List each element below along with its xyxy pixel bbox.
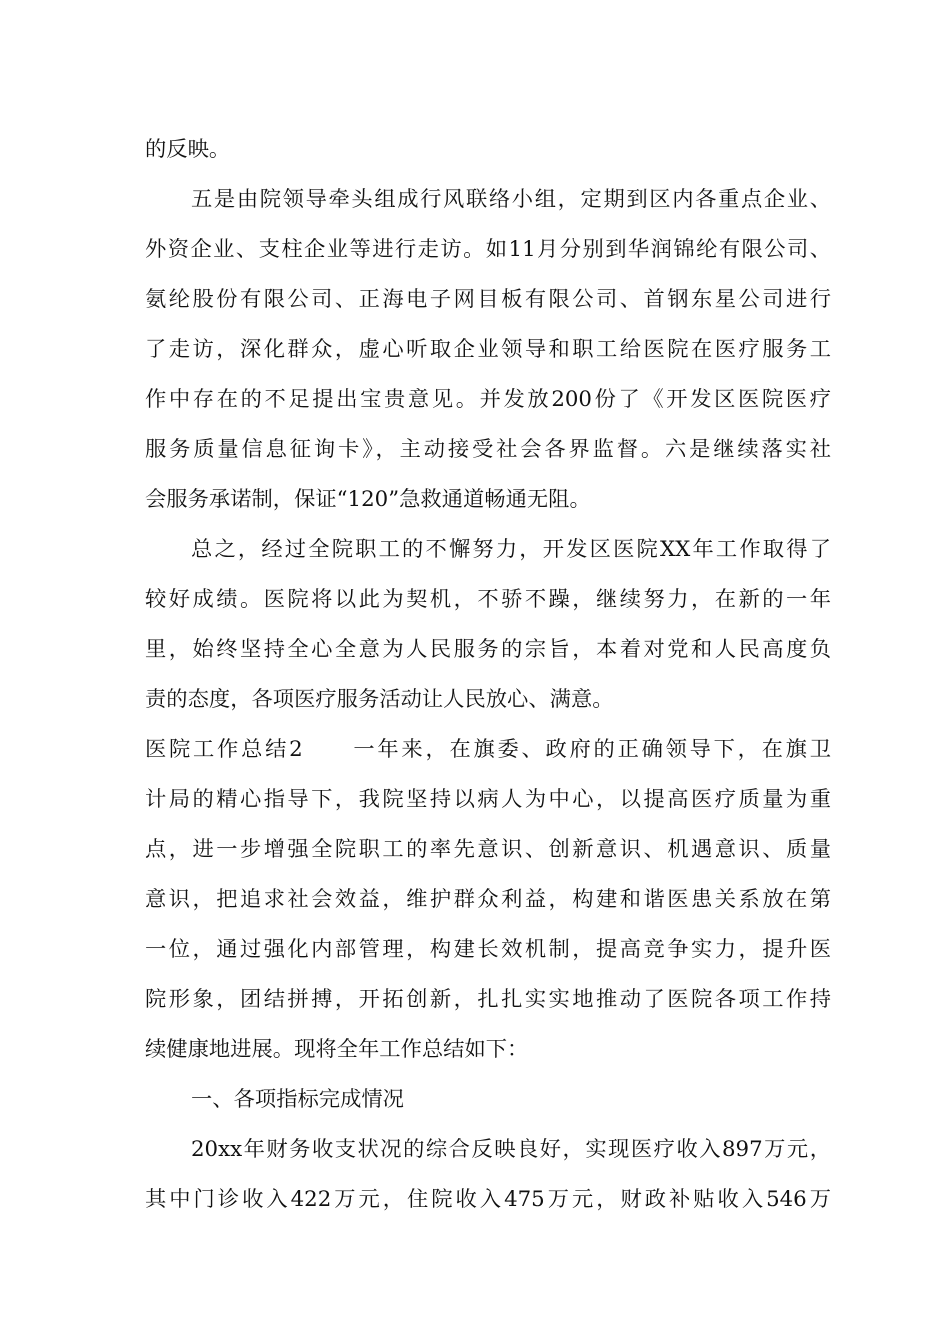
text-line: 里，始终坚持全心全意为人民服务的宗旨，本着对党和人民高度负 xyxy=(145,637,831,662)
text-line: 其中门诊收入422万元，住院收入475万元，财政补贴收入546万 xyxy=(145,1187,831,1212)
text-line: 服务质量信息征询卡》，主动接受社会各界监督。六是继续落实社 xyxy=(145,437,831,462)
text-line: 续健康地进展。现将全年工作总结如下： xyxy=(145,1037,529,1062)
text-line: 院形象，团结拼搏，开拓创新，扎扎实实地推动了医院各项工作持 xyxy=(145,987,831,1012)
text-line: 意识，把追求社会效益，维护群众利益，构建和谐医患关系放在第 xyxy=(145,887,831,912)
text-line: 氨纶股份有限公司、正海电子网目板有限公司、首钢东星公司进行 xyxy=(145,287,831,312)
text-line: 较好成绩。医院将以此为契机，不骄不躁，继续努力，在新的一年 xyxy=(145,587,831,612)
text-line: 一位，通过强化内部管理，构建长效机制，提高竞争实力，提升医 xyxy=(145,937,831,962)
text-line: 作中存在的不足提出宝贵意见。并发放200份了《开发区医院医疗 xyxy=(145,387,831,412)
text-line: 点，进一步增强全院职工的率先意识、创新意识、机遇意识、质量 xyxy=(145,837,831,862)
text-line: 的反映。 xyxy=(145,137,231,162)
text-line: 20xx年财务收支状况的综合反映良好，实现医疗收入897万元， xyxy=(191,1137,831,1162)
text-line: 计局的精心指导下，我院坚持以病人为中心，以提高医疗质量为重 xyxy=(145,787,831,812)
text-line: 了走访，深化群众，虚心听取企业领导和职工给医院在医疗服务工 xyxy=(145,337,831,362)
text-line: 医院工作总结2 一年来，在旗委、政府的正确领导下，在旗卫 xyxy=(145,737,831,762)
text-line: 会服务承诺制，保证“120”急救通道畅通无阻。 xyxy=(145,487,591,512)
text-line: 一、各项指标完成情况 xyxy=(191,1087,404,1112)
text-line: 外资企业、支柱企业等进行走访。如11月分别到华润锦纶有限公司、 xyxy=(145,237,831,262)
text-line: 五是由院领导牵头组成行风联络小组，定期到区内各重点企业、 xyxy=(191,187,831,212)
document-body xyxy=(145,125,831,1225)
text-line: 总之，经过全院职工的不懈努力，开发区医院XX年工作取得了 xyxy=(191,537,831,562)
text-line: 责的态度，各项医疗服务活动让人民放心、满意。 xyxy=(145,687,614,712)
